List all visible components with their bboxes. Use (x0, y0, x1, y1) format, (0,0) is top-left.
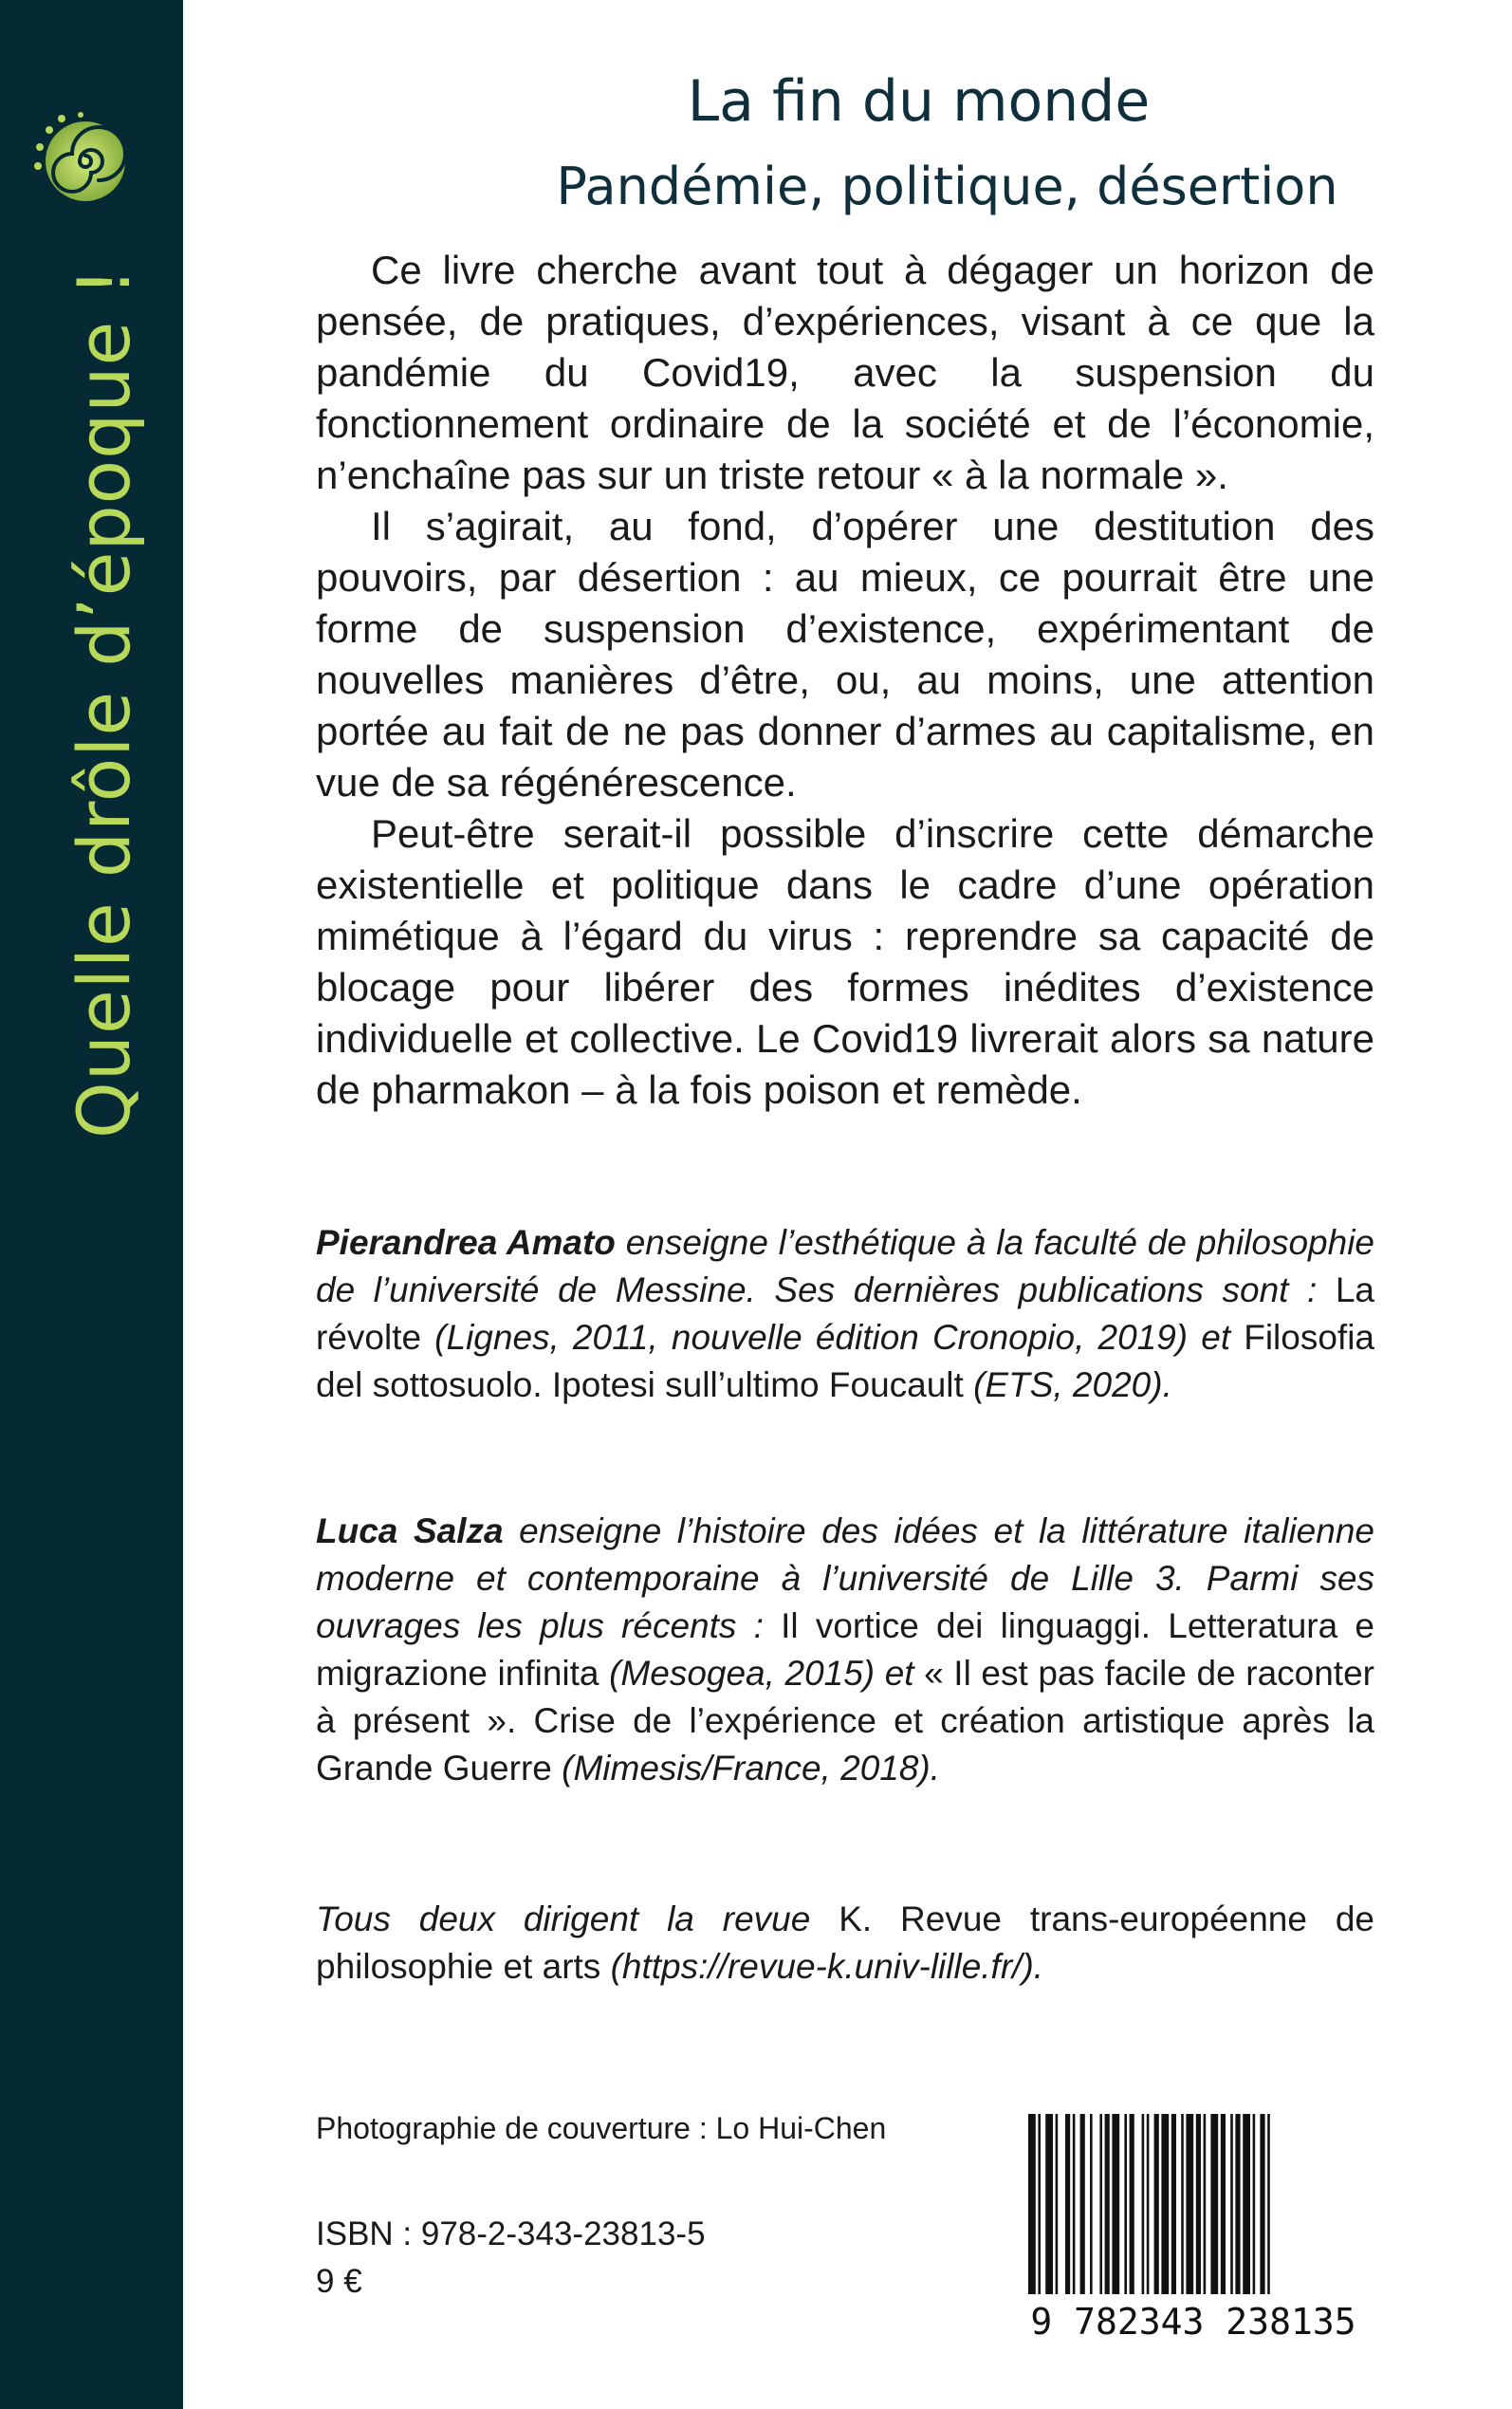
work-title: La révolte (316, 1270, 1374, 1357)
barcode (1023, 2114, 1364, 2342)
barcode-bar (1171, 2114, 1176, 2294)
barcode-bar (1260, 2114, 1264, 2294)
barcode-bar (1210, 2114, 1218, 2294)
barcode-bar (1235, 2114, 1240, 2294)
photo-credit: Photographie de couverture : Lo Hui-Chen (316, 2111, 887, 2145)
blurb-paragraph: Ce livre cherche avant tout à dégager un horizon de pensée, de pratiques, d’expériences, visant à ce que la pandémie du Covid19, avec la suspension du fonctionnement ordinaire de la société et de l’économie, n’enchaîne pas sur un triste retour « à la normale ». (316, 248, 1374, 497)
barcode-bar (1112, 2114, 1119, 2294)
book-subtitle: Pandémie, politique, désertion (556, 157, 1338, 216)
barcode-bar (1142, 2114, 1145, 2294)
barcode-bar (1221, 2114, 1226, 2294)
author-name: Pierandrea Amato (316, 1223, 616, 1262)
barcode-bar (1267, 2114, 1270, 2294)
bio-text: (Lignes, 2011, nouvelle édition Cronopio, 2019) et (421, 1318, 1245, 1357)
barcode-bar (1154, 2114, 1159, 2294)
author-bio-amato (316, 1219, 1374, 1409)
barcode-bar (1065, 2114, 1070, 2294)
spiral-shell-icon (28, 109, 133, 213)
barcode-bar (1181, 2114, 1184, 2294)
work-title: Filosofia del sottosuolo. Ipotesi sull’ultimo Foucault (316, 1318, 1374, 1404)
work-title: Il vortice dei linguaggi. Letteratura e migrazione infinita (316, 1606, 1374, 1693)
barcode-bar (1204, 2114, 1207, 2294)
barcode-bar (1038, 2114, 1041, 2294)
barcode-bar (1243, 2114, 1250, 2294)
bio-text: Tous deux dirigent la revue (316, 1899, 839, 1938)
bio-text: (Mesogea, 2015) et (599, 1654, 925, 1693)
bio-text: enseigne l’histoire des idées et la littérature italienne moderne et contemporaine à l’université de Lille 3. Parmi ses ouvrages les plus récents : (316, 1511, 1374, 1645)
bio-text: (ETS, 2020). (963, 1365, 1172, 1404)
price: 9 € (316, 2263, 362, 2300)
blurb-paragraph: Il s’agirait, au fond, d’opérer une destitution des pouvoirs, par désertion : au mieux, ce pourrait être une forme de suspension d’existence, expérimentant de nouvelles manières d’être, ou, au moins, une attention portée au fait de ne pas donner d’armes au capitalisme, en vue de sa régénérescence. (316, 504, 1374, 805)
barcode-bar (1161, 2114, 1169, 2294)
series-title: Quelle drôle d’époque ! (62, 267, 146, 1139)
barcode-bar (1230, 2114, 1233, 2294)
barcode-bar (1045, 2114, 1053, 2294)
journal-note (316, 1896, 1374, 1991)
blurb (316, 245, 1374, 1116)
barcode-bar (1105, 2114, 1110, 2294)
author-name: Luca Salza (316, 1511, 504, 1550)
barcode-bar (1124, 2114, 1127, 2294)
author-bio-salza (316, 1508, 1374, 1792)
barcode-bar (1099, 2114, 1102, 2294)
spine-band (0, 0, 183, 2409)
barcode-bar (1056, 2114, 1059, 2294)
barcode-bar (1130, 2114, 1134, 2294)
barcode-bar (1147, 2114, 1150, 2294)
barcode-bar (1090, 2114, 1093, 2294)
barcode-digits: 9 782343 238135 (1030, 2301, 1356, 2342)
bio-text: enseigne l’esthétique à la faculté de philosophie de l’université de Messine. Ses dernières publications sont : (316, 1223, 1374, 1309)
barcode-bar (1080, 2114, 1085, 2294)
isbn-number: ISBN : 978-2-343-23813-5 (316, 2215, 706, 2252)
barcode-bar (1253, 2114, 1256, 2294)
isbn-block (316, 2211, 706, 2306)
barcode-bar (1186, 2114, 1193, 2294)
work-title: « Il est pas facile de raconter à présent ». Crise de l’expérience et création artistique après la Grande Guerre (316, 1654, 1374, 1788)
book-title: La fin du monde (687, 68, 1151, 135)
barcode-bar (1073, 2114, 1076, 2294)
journal-title: K. Revue trans-européenne de philosophie et arts (316, 1899, 1374, 1986)
journal-url: (https://revue-k.univ-lille.fr/). (600, 1947, 1044, 1986)
barcode-bar (1196, 2114, 1201, 2294)
blurb-paragraph: Peut-être serait-il possible d’inscrire cette démarche existentielle et politique dans le cadre d’une opération mimétique à l’égard du virus : reprendre sa capacité de blocage pour libérer des formes inédites d’existence individuelle et collective. Le Covid19 livrerait alors sa nature de pharmakon – à la fois poison et remède. (316, 811, 1374, 1112)
barcode-bar (1028, 2114, 1036, 2294)
barcode-bars (1028, 2114, 1270, 2294)
bio-text: (Mimesis/France, 2018). (551, 1749, 941, 1788)
